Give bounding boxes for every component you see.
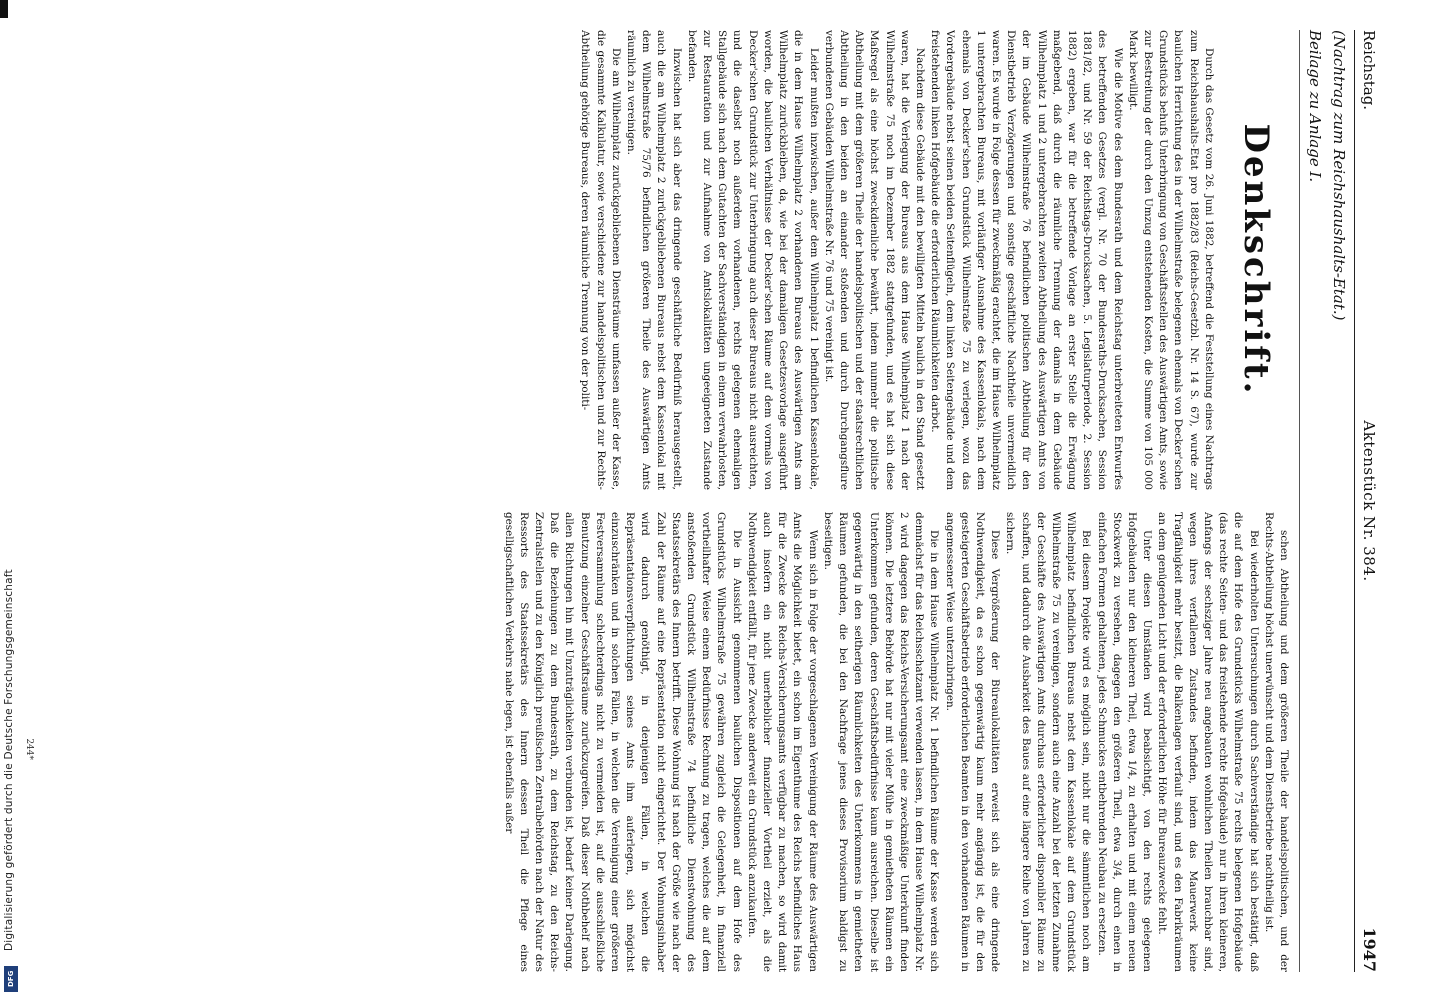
digitization-text: Digitalisierung gefördert durch die Deutsche Forschungsgemeinschaft: [3, 569, 15, 951]
paragraph: Wie die Motive des dem Bundesrath und dem Reichstag unterbreiteten Entwurfes des betreffenden Gesetzes (vergl. Nr. 70 der Bundesraths-Drucksachen, Session 1881/82, und Nr. 59 der Reichstags-Drucksachen, 5. Legislaturperiode, 2. Session 1882) ergeben, war für die betreffende Vorlage an erster Stelle die Erwägung maßgebend, daß durch die räumliche Trennung der damals in dem Gebäude Wilhelmplatz 1 und 2 untergebrachten zweiten Abtheilung des Auswärtigen Amts von der im Gebäude Wilhelmstraße 76 befindlichen politischen Abtheilung für den Dienstbetrieb Verzögerungen und sonstige geschäftliche Nachtheile unvermeidlich waren. Es wurde in Folge dessen für zweckmäßig erachtet, die im Hause Wilhelmplatz 1 untergebrachten Bureaus, mit vorläufiger Ausnahme des Kassenlokals, nach dem ehemals von Decker'schen Grundstück Wilhelmstraße 75 zu verlegen, wozu das Vordergebäude nebst seinen beiden Seitenflügeln, dem linken Seitengebäude und dem freistehenden linken Hofgebäude die erforderlichen Räumlichkeiten darbot.: [929, 30, 1124, 490]
paragraph: Die am Wilhelmplatz zurückgebliebenen Diensträume umfassen außer der Kasse, die gesammte Kalkulatur, sowie verschiedene zur handelspolitischen und zur Rechts-Abtheilung gehörige Bureaus, deren räumliche Trennung von der politi-: [579, 30, 622, 490]
paragraph: Wenn sich in Folge der vorgeschlagenen Vereinigung der Räume des Auswärtigen Amts die Möglichkeit bietet, ein schon im Eigenthume des Reichs befindliches Haus für die Zwecke des Reichs-Versicherungsamts verfügbar zu machen, so wird damit auch insofern ein nicht unerheblicher finanzieller Vortheil erzielt, als die Nothwendigkeit entfällt, für jene Zwecke anderweit ein Grundstück anzukaufen.: [745, 512, 819, 972]
paragraph: Diese Vergrößerung der Büreaulokalitäten erweist sich als eine dringende Nothwendigkeit, da es schon gegenwärtig kaum mehr angängig ist, die für den gesteigerten Geschäftsbetrieb erforderlichen Beamten in den vorhandenen Räumen in angemessener Weise unterzubringen.: [943, 512, 1002, 972]
header-rule: [1299, 30, 1306, 972]
paragraph: Die in Aussicht genommenen baulichen Dispositionen auf dem Hofe des Grundstücks Wilhelmstraße 75 gewähren zugleich die Gelegenheit, in finanziell vortheilhafter Weise einem Bedürfnisse Rechnung zu tragen, welches die auf dem anstoßenden Grundstück Wilhelmstraße 74 befindliche Dienstwohnung des Staatssekretärs des Innern betrifft. Diese Wohnung ist nach der Größe wie nach der Zahl der Räume auf eine Repräsentation nicht eingerichtet. Der Wohnungsinhaber wird dadurch genöthigt, in denjenigen Fällen, in welchen die Repräsentationsverpflichtungen seines Amts ihm auferlegen, sich mögichst einzuschränken und in solchen Fällen, in welchen die Vereinigung einer größeren Festversammlung schlechterdings nicht zu vermeiden ist, auf die ausschließliche Benutzung einzelner Geschäftsräume zurückzugreifen. Daß dieser Nothbehelf nach allen Richtungen hin mit Unzuträglichkeiten verbunden ist, bedarf keiner Darlegung. Daß die Beziehungen zu dem Bundesrath, zu dem Reichstag, zu den Reichs-Zentralstellen und zu den Königlich preußischen Zentralbehörden nach der Natur des Ressorts des Staatssekretärs des Innern dessen Theil die Pflege eines geselligschaftlichen Verkehrs nahe legen, ist ebenfalls außer: [502, 512, 743, 972]
page-number: 1947: [1360, 927, 1379, 972]
subheader: Beilage zu Anlage I.: [1306, 30, 1324, 183]
paragraph: schen Abtheilung und dem größeren Theile der handelspolitischen, und der Rechts-Abtheilung höchst unerwünscht und dem Dienstbetriebe nachtheilig ist.: [1262, 512, 1290, 972]
column-right: [61, 512, 1291, 972]
paragraph: Nachdem diese Gebäude mit den bewilligten Mitteln baulich in den Stand gesetzt waren, hat die Verlegung der Bureaus aus dem Hause Wilhelmplatz 1 nach der Wilhelmstraße 75 noch im Dezember 1882 stattgefunden, und es hat sich diese Maßregel als eine höchst zweckdienliche bewährt, indem nunmehr die politische Abtheilung mit dem größeren Theile der handelspolitischen und der staatsrechtlichen Abtheilung in den beiden an einander stoßenden und durch Durchgangsflure verbundenen Gebäuden Wilhelmstraße Nr. 76 und 75 vereinigt ist.: [822, 30, 926, 490]
paragraph: Inzwischen hat sich aber das dringende geschäftliche Bedürfniß herausgestellt, auch die am Wilhelmplatz 2 zurückgebliebenen Bureaus nebst dem Kassenlokal mit dem Wilhelmstraße 75/76 befindlichen größeren Theile des Auswärtigen Amts räumlich zu vereinigen.: [625, 30, 683, 490]
header-left: Reichstag.: [1360, 30, 1378, 111]
document-title: Denkschrift.: [1236, 123, 1276, 397]
paragraph: Leider mußten inzwischen, außer dem Wilhelmplatz 1 befindlichen Kassenlokale, die in dem Hause Wilhelmplatz 2 vorhandenen Bureaus des Auswärtigen Amts am Wilhelmplatz zurückbleiben, da, wie bei der damaligen Gesetzesvorlage ausgeführt worden, die baulichen Verhältnisse der Decker'schen Räume auf dem vormals von Decker'schen Grundstück zur Unterbringung auch dieser Bureaus nicht ausreichten, und die daselbst noch außerdem vorhandenen, rechts gelegenen ehemaligen Stallgebäude sich nach dem Gutachten der Sachverständigen in einem verwahrlosten, zur Restauration und zur Aufnahme von Amtslokalitäten ungeeigneten Zustande befanden.: [685, 30, 820, 490]
paragraph: Die in dem Hause Wilhelmplatz Nr. 1 befindlichen Räume der Kasse werden sich demnächst für das Reichsschatzamt verwenden lassen, in dem Hause Wilhelmplatz Nr. 2 wird dagegen das Reichs-Versicherungsamt eine zweckmäßige Unterkunft finden können. Die letztere Behörde hat nur mit vieler Mühe in gemietheten Räumen ein Unterkommen gefunden, deren Geschäftsbedürfnisse kaum ausreichen. Dieselbe ist gegenwärtig in den seitherigen Räumlichkeiten des Unterkommens in gemietheten Räumen gefunden, die bei den Nachfrage jenes dieses Provisorium baldigst zu beseitigen.: [821, 512, 941, 972]
header-right-paren: (Nachtrag zum Reichshaushalts-Etat.): [1330, 30, 1348, 321]
dfg-logo: DFG: [4, 966, 18, 992]
paragraph: Unter diesen Umständen wird beabsichtigt, von den rechts gelegenen Hofgebäuden nur den kleineren Theil, etwa 1/4, zu erhalten und mit einem neuen Stockwerk zu versehen, dagegen den größeren Theil, etwa 3/4, durch einen in einfachen Formen gehaltenen, jedes Schmuckes entbehrenden Neubau zu ersetzen.: [1095, 512, 1154, 972]
column-left: [61, 30, 1291, 490]
text-columns: [61, 30, 1291, 972]
paragraph: Bei diesem Projekte wird es möglich sein, nicht nur die sämmtlichen noch am Wilhelmplatz befindlichen Bureaus nebst dem Kassenlokale auf dem Grundstück Wilhelmstraße 75 zu vereinigen, sondern auch eine Anzahl bei der letzten Zunahme der Geschäfte des Auswärtigen Amts durchaus erforderlicher disponibler Räume zu schaffen, und dadurch die Ausbarkeit des Baues auf eine längere Reihe von Jahren zu sichern.: [1004, 512, 1093, 972]
header-middle: Aktenstück Nr. 384.: [1360, 420, 1378, 582]
paragraph: Bei wiederholten Untersuchungen durch Sachverständige hat sich bestätigt, daß die auf dem Hofe des Grundstücks Wilhelmstraße 75 rechts belegenen Hofgebäude (das rechte Seiten- und das freistehende rechte Hofgebäude) nur in ihren kleineren, Anfangs der sechsziger Jahre neu angebauten wohnlichen Theilen brauchbar sind, wegen ihres verfallenen Zustandes befinden, indem das Mauerwerk keine Tragfähigkeit mehr besitzt, die Balkenlagen verfault sind, und es den Fabrikräumen an dem genügenden Licht und der erforderlichen Höhe für Bureauzwecke fehlt.: [1156, 512, 1260, 972]
paragraph: Durch das Gesetz vom 26. Juni 1882, betreffend die Feststellung eines Nachtrags zum Reichshaushalts-Etat pro 1882/83 (Reichs-Gesetzbl. Nr. 14 S. 67), wurde zur baulichen Herrichtung des in der Wilhelmstraße belegenen ehemals von Decker'schen Grundstücks behufs Unterbringung von Geschäftsstellen des Auswärtigen Amts, sowie zur Bestreitung der durch den Umzug entstehenden Kosten, die Summe von 105 000 Mark bewilligt.: [1126, 30, 1215, 490]
page-footer: 244*: [24, 738, 34, 760]
page-header: [1354, 30, 1406, 972]
